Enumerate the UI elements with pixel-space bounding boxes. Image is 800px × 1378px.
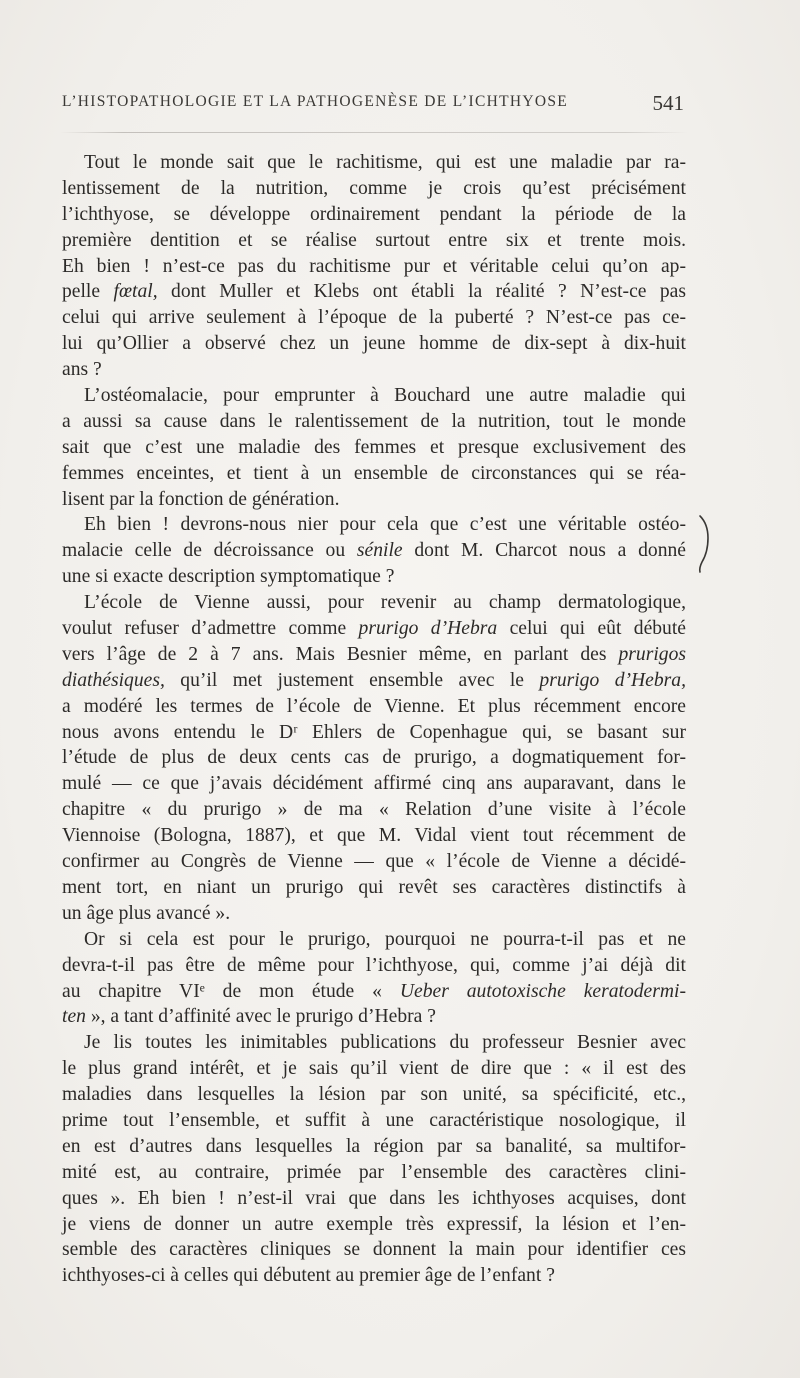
text-line	[62, 979, 686, 1005]
text-line: lentissement de la nutrition, comme je crois qu’est précisément	[62, 177, 686, 199]
text-line: lisent par la fonction de génération.	[62, 488, 340, 510]
text-line: ichthyoses-ci à celles qui débutent au premier âge de l’enfant ?	[62, 1265, 555, 1287]
text-run: malacie celle de décroissance ou	[62, 540, 357, 562]
text-line: mulé — ce que j’avais décidément affirmé cinq ans auparavant, dans le	[62, 773, 686, 795]
italic-run: diathésiques,	[62, 669, 165, 691]
text-run: », a tant d’affinité avec le prurigo d’Hebra ?	[85, 1006, 436, 1028]
text-line: le plus grand intérêt, et je sais qu’il vient de dire que : « il est des	[62, 1058, 686, 1080]
text-line: femmes enceintes, et tient à un ensemble de circonstances qui se réa-	[62, 462, 686, 484]
text-line: celui qui arrive seulement à l’époque de la puberté ? N’est-ce pas ce-	[62, 307, 686, 329]
italic-run: sénile	[356, 540, 403, 562]
running-title: L’HISTOPATHOLOGIE ET LA PATHOGENÈSE DE L’ICHTHYOSE	[62, 93, 569, 110]
text-line: Viennoise (Bologna, 1887), et que M. Vidal vient tout récemment de	[62, 825, 686, 847]
body-text	[62, 150, 686, 1289]
text-line: mité est, au contraire, primée par l’ensemble des caractères clini-	[62, 1161, 686, 1183]
text-run: qu’il met justement ensemble avec le	[164, 669, 540, 691]
text-run: pelle	[62, 281, 114, 303]
text-line: semble des caractères cliniques se donnent la main pour identifier ces	[62, 1239, 686, 1261]
text-line: Eh bien ! devrons-nous nier pour cela que c’est une véritable ostéo-	[84, 514, 686, 536]
italic-run: Ueber autotoxische keratodermi-	[399, 980, 686, 1002]
margin-bracket-mark	[696, 514, 716, 574]
text-line: a modéré les termes de l’école de Vienne. Et plus récemment encore	[62, 695, 686, 717]
text-line: l’ichthyose, se développe ordinairement pendant la période de la	[62, 203, 686, 225]
text-line: ment tort, en niant un prurigo qui revêt ses caractères distinctifs à	[62, 876, 686, 898]
text-line: sait que c’est une maladie des femmes et presque exclusivement des	[62, 436, 686, 458]
text-run: dont Muller et Klebs ont établi la réalité ? N’est-ce pas	[157, 281, 686, 303]
text-line: nous avons entendu le Dʳ Ehlers de Copenhague qui, se basant sur	[62, 721, 686, 743]
running-head	[62, 93, 684, 119]
italic-run: prurigos	[618, 643, 686, 665]
text-line: Je lis toutes les inimitables publications du professeur Besnier avec	[84, 1032, 686, 1054]
text-run: vers l’âge de 2 à 7 ans. Mais Besnier même, en parlant des	[62, 643, 619, 665]
text-line: maladies dans lesquelles la lésion par son unité, sa spécificité, etc.,	[62, 1084, 686, 1106]
text-line: ques ». Eh bien ! n’est-il vrai que dans les ichthyoses acquises, dont	[62, 1187, 686, 1209]
text-line	[62, 616, 686, 642]
text-line: en est d’autres dans lesquelles la région par sa banalité, sa multifor-	[62, 1135, 686, 1157]
text-line: chapitre « du prurigo » de ma « Relation d’une visite à l’école	[62, 799, 686, 821]
text-run: au chapitre VIᵉ de mon étude «	[62, 980, 400, 1002]
text-line: devra-t-il pas être de même pour l’ichthyose, qui, comme j’ai déjà dit	[62, 954, 686, 976]
text-line: confirmer au Congrès de Vienne — que « l’école de Vienne a décidé-	[62, 851, 686, 873]
text-line: Eh bien ! n’est-ce pas du rachitisme pur et véritable celui qu’on ap-	[62, 255, 686, 277]
text-line: une si exacte description symptomatique ?	[62, 566, 395, 588]
text-line: un âge plus avancé ».	[62, 902, 231, 924]
text-line: a aussi sa cause dans le ralentissement de la nutrition, tout le monde	[62, 410, 686, 432]
text-run: voulut refuser d’admettre comme	[62, 618, 359, 640]
header-rule	[60, 132, 688, 133]
text-line	[62, 279, 686, 305]
text-line: première dentition et se réalise surtout entre six et trente mois.	[62, 229, 686, 251]
text-line	[62, 1004, 686, 1030]
italic-run: prurigo d’Hebra,	[539, 669, 686, 691]
text-line: je viens de donner un autre exemple très expressif, la lésion et l’en-	[62, 1213, 686, 1235]
italic-run: fœtal,	[113, 281, 158, 303]
text-line	[62, 642, 686, 668]
text-run: celui qui eût débuté	[497, 618, 686, 640]
italic-run: ten	[62, 1006, 86, 1028]
page-number: 541	[652, 91, 684, 115]
text-line	[62, 668, 686, 694]
text-run: dont M. Charcot nous a donné	[402, 540, 686, 562]
text-line: L’ostéomalacie, pour emprunter à Bouchard une autre maladie qui	[84, 385, 686, 407]
italic-run: prurigo d’Hebra	[358, 618, 498, 640]
text-line	[62, 538, 686, 564]
text-line: ans ?	[62, 359, 102, 381]
text-line: lui qu’Ollier a observé chez un jeune homme de dix-sept à dix-huit	[62, 333, 686, 355]
text-line: Or si cela est pour le prurigo, pourquoi ne pourra-t-il pas et ne	[84, 928, 686, 950]
text-line: L’école de Vienne aussi, pour revenir au champ dermatologique,	[84, 592, 686, 614]
text-line: Tout le monde sait que le rachitisme, qui est une maladie par ra-	[84, 152, 686, 173]
text-line: l’étude de plus de deux cents cas de prurigo, a dogmatiquement for-	[62, 747, 686, 769]
text-line: prime tout l’ensemble, et suffit à une caractéristique nosologique, il	[62, 1109, 686, 1131]
